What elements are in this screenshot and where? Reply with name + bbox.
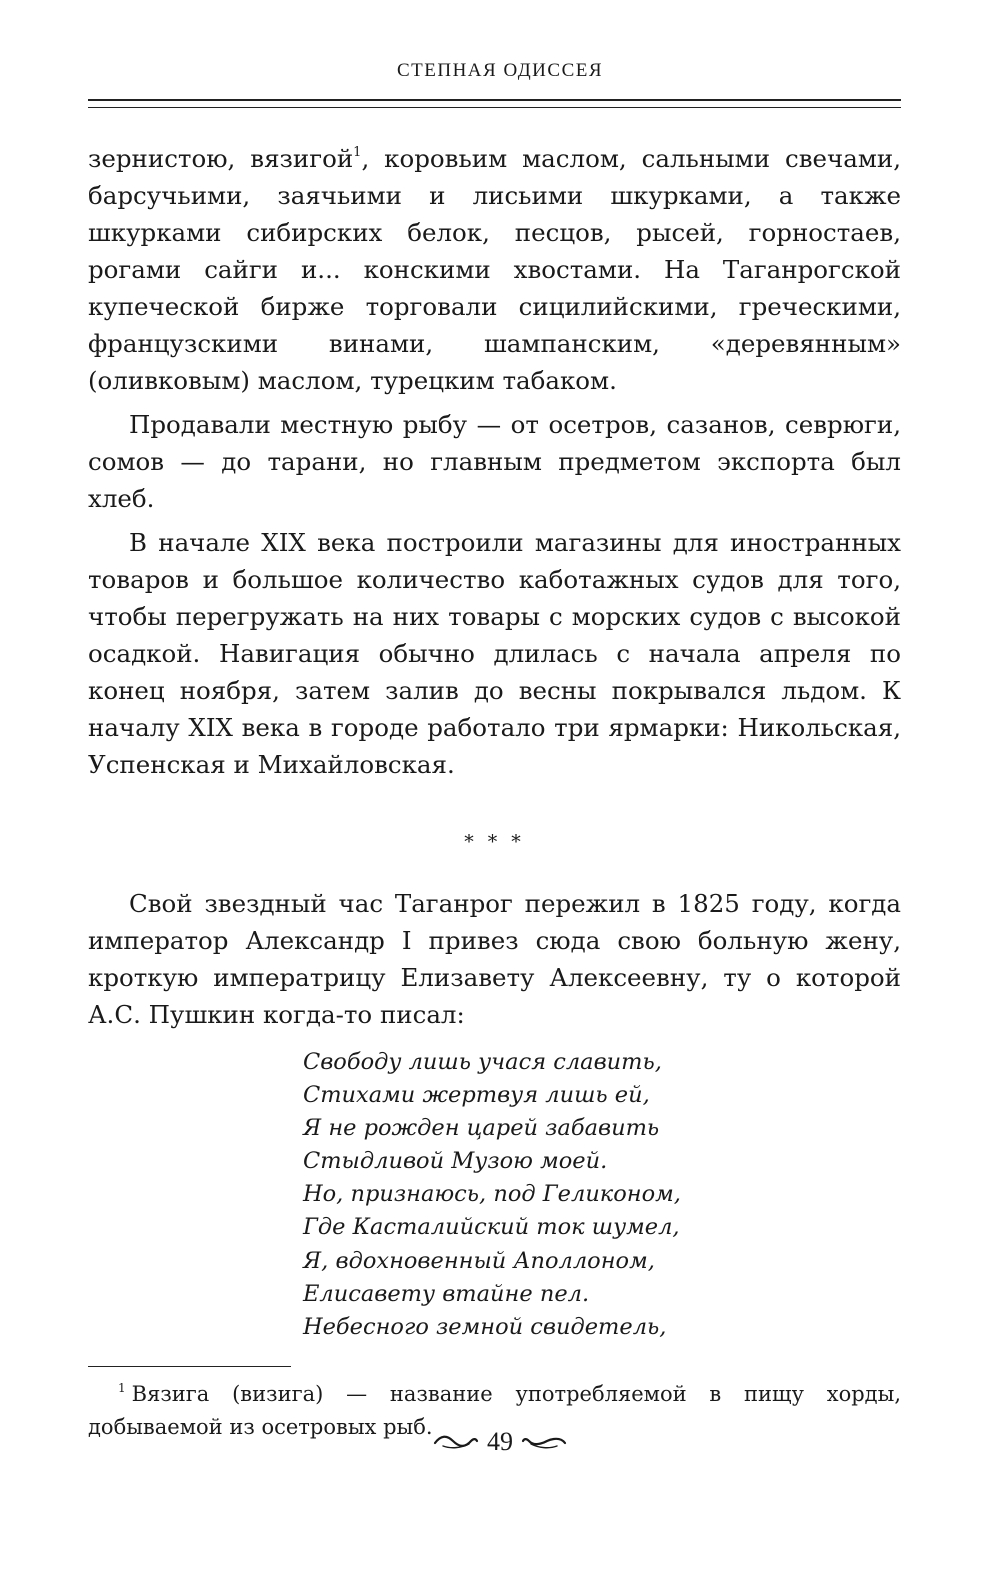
poem-line: Стихами жертвуя лишь ей, <box>303 1082 650 1109</box>
poem-line: Но, признаюсь, под Геликоном, <box>303 1181 681 1208</box>
running-head: СТЕПНАЯ ОДИССЕЯ <box>396 60 604 81</box>
poem-quote <box>303 1046 681 1344</box>
header-rule-thick <box>88 99 901 101</box>
main-text <box>88 140 901 1040</box>
header-rule-thin <box>88 107 901 108</box>
footnote-marker: 1 <box>118 1381 126 1395</box>
paragraph-1-rest: , коровьим маслом, сальными свечами, барсучьими, заячьими и лисьими шкурками, а также шкурками сибирских белок, песцов, рысей, горностаев, рогами сайги и... конскими хвостами. На Таганрогской купеческой бирже торговали сицилийскими, греческими, французскими винами, шампанским, «деревянным» (оливковым) маслом, турецким табаком. <box>88 144 901 395</box>
poem-line: Свободу лишь учася славить, <box>303 1049 662 1075</box>
poem-line: Стыдливой Музою моей. <box>303 1148 608 1175</box>
paragraph-2: Продавали местную рыбу — от осетров, сазанов, севрюги, сомов — до тарани, но главным предметом экспорта был хлеб. <box>88 410 901 513</box>
poem-line: Я, вдохновенный Аполлоном, <box>303 1247 655 1274</box>
left-swash-ornament-icon <box>433 1433 479 1451</box>
footnote-reference[interactable]: 1 <box>353 145 362 160</box>
footnote-text: Вязига (визига) — название употребляемой в пищу хорды, добываемой из осетровых рыб. <box>88 1382 901 1439</box>
poem-line: Елисавету втайне пел. <box>303 1280 590 1307</box>
section-break-asterism: * * * <box>464 831 525 853</box>
poem-line: Небесного земной свидетель, <box>303 1313 667 1340</box>
page-number: 49 <box>487 1427 513 1456</box>
right-swash-ornament-icon <box>521 1433 567 1451</box>
footnote-rule <box>88 1366 291 1367</box>
poem-line: Где Касталийский ток шумел, <box>303 1214 680 1241</box>
paragraph-1-start: зернистою, вязигой <box>88 144 354 173</box>
page-folio <box>0 1427 1000 1457</box>
poem-line: Я не рожден царей забавить <box>303 1115 660 1142</box>
paragraph-1 <box>88 140 901 399</box>
paragraph-3: В начале XIX века построили магазины для иностранных товаров и большое количество каботажных судов для того, чтобы перегружать на них товары с морских судов с высокой осадкой. Навигация обычно длилась с начала апреля по конец ноября, затем залив до весны покрывался льдом. К началу XIX века в городе работало три ярмарки: Никольская, Успенская и Михайловская. <box>88 528 901 779</box>
paragraph-4: Свой звездный час Таганрог пережил в 1825 году, когда император Александр I привез сюда свою больную жену, кроткую императрицу Елизавету Алексеевну, ту о которой А.С. Пушкин когда-то писал: <box>88 889 901 1029</box>
